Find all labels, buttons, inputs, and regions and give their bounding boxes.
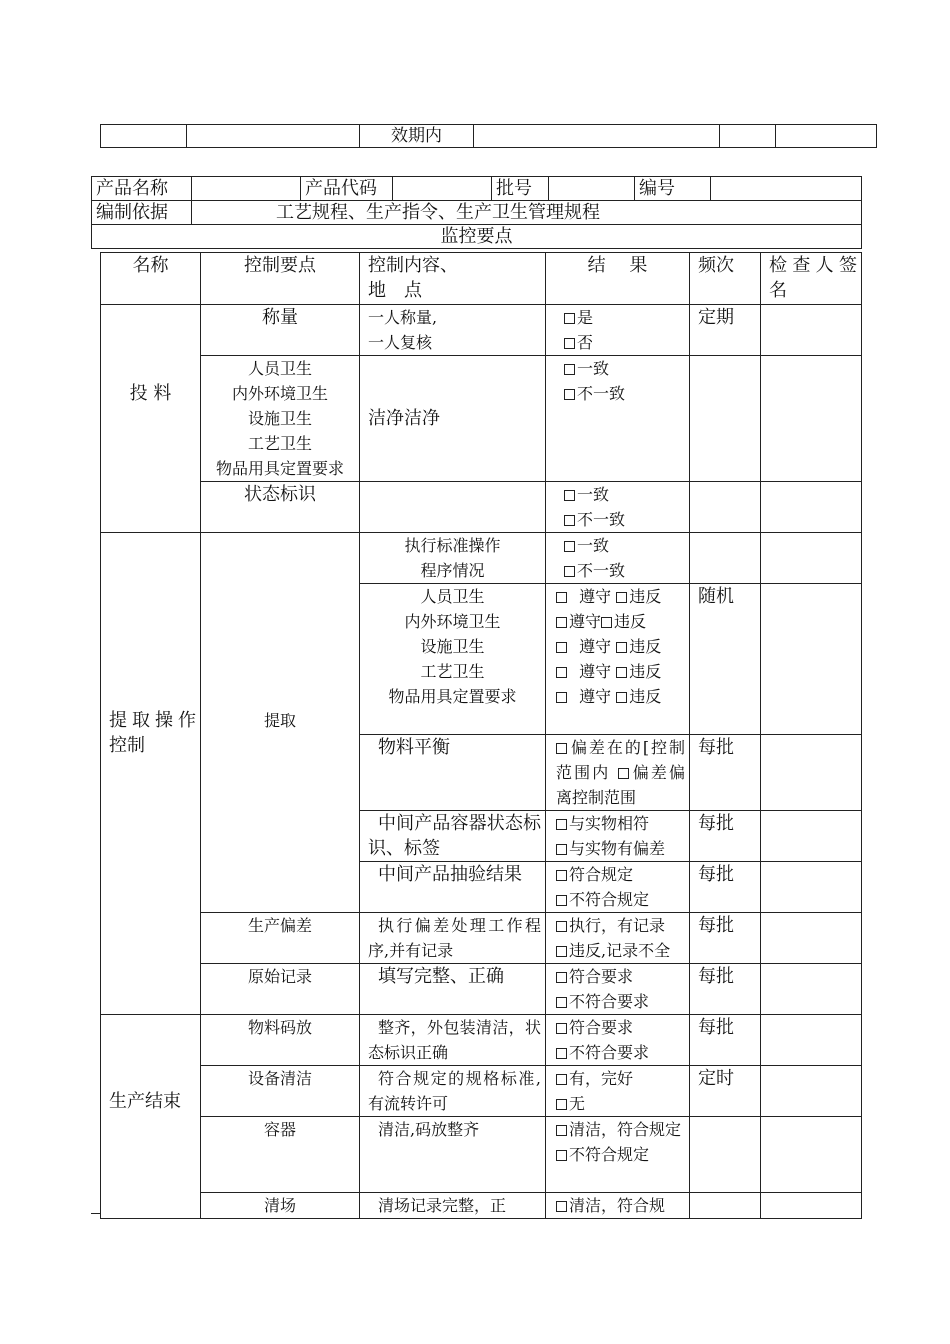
checker-cell[interactable] — [761, 1066, 862, 1117]
freq-sampling: 每批 — [690, 862, 761, 913]
option-label: 符合要求 — [569, 967, 634, 986]
option-label: 清洁，符合规 — [569, 1196, 666, 1215]
content-line: 程序情况 — [420, 561, 485, 580]
result-weighing — [546, 305, 690, 356]
option-label: 与实物有偏差 — [569, 839, 666, 858]
checkbox[interactable] — [618, 768, 629, 779]
checker-cell[interactable] — [761, 1015, 862, 1066]
option-label: 执行，有记录 — [569, 916, 666, 935]
top-strip-cell — [474, 125, 720, 148]
result-equipment-cleaning — [546, 1066, 690, 1117]
point-status-label: 状态标识 — [201, 482, 360, 533]
checkbox[interactable] — [556, 844, 567, 855]
checkbox[interactable] — [556, 921, 567, 932]
point-deviation: 生产偏差 — [201, 913, 360, 964]
checkbox[interactable] — [556, 972, 567, 983]
checkbox[interactable] — [556, 819, 567, 830]
product-code-label: 产品代码 — [301, 177, 393, 201]
content-container-status: 中间产品容器状态标识、标签 — [360, 811, 546, 862]
freq-weighing: 定期 — [690, 305, 761, 356]
checker-cell[interactable] — [761, 305, 862, 356]
checker-cell[interactable] — [761, 584, 862, 735]
result-extraction-hygiene — [546, 584, 690, 735]
option-label: 一致 — [577, 359, 610, 378]
option-label: 不符合要求 — [569, 1043, 650, 1062]
point-line: 工艺卫生 — [247, 434, 312, 453]
header-name: 名称 — [101, 253, 201, 305]
checkbox[interactable] — [556, 1074, 567, 1085]
content-vessel: 清洁,码放整齐 — [360, 1117, 546, 1193]
checkbox[interactable] — [601, 617, 612, 628]
checkbox[interactable] — [564, 338, 575, 349]
checkbox[interactable] — [556, 617, 567, 628]
section-extraction: 提取操作控制 — [101, 533, 201, 1015]
content-line: 一人称量, — [368, 308, 438, 327]
page-edge-mark — [91, 1213, 101, 1214]
option-label: 否 — [577, 333, 594, 352]
option-label: 符合规定 — [569, 865, 634, 884]
checkbox[interactable] — [556, 692, 567, 703]
option-label: 遵守 — [569, 612, 602, 631]
product-name-label: 产品名称 — [92, 177, 192, 201]
section-feeding: 投 料 — [101, 305, 201, 533]
batch-value[interactable] — [549, 177, 635, 201]
checkbox[interactable] — [564, 541, 575, 552]
result-feeding-hygiene — [546, 356, 690, 482]
content-deviation: 执行偏差处理工作程序,并有记录 — [360, 913, 546, 964]
checkbox[interactable] — [564, 364, 575, 375]
checkbox[interactable] — [616, 642, 627, 653]
checkbox[interactable] — [556, 667, 567, 678]
result-status-label — [546, 482, 690, 533]
option-label: 偏差偏离控制范围 — [556, 763, 685, 807]
point-weighing: 称量 — [201, 305, 360, 356]
checkbox[interactable] — [564, 566, 575, 577]
point-line: 设施卫生 — [247, 409, 312, 428]
product-name-value[interactable] — [192, 177, 301, 201]
header-checker: 检查人签名 — [761, 253, 862, 305]
freq-cell — [690, 1193, 761, 1219]
result-clearance — [546, 1193, 690, 1219]
checker-cell[interactable] — [761, 482, 862, 533]
content-line: 一人复核 — [368, 333, 433, 352]
option-label: 违反,记录不全 — [569, 941, 671, 960]
content-equipment-cleaning: 符合规定的规格标准,有流转许可 — [360, 1066, 546, 1117]
freq-cell — [690, 482, 761, 533]
header-result: 结 果 — [546, 253, 690, 305]
content-line: 设施卫生 — [420, 637, 485, 656]
checkbox[interactable] — [556, 870, 567, 881]
content-line: 人员卫生 — [420, 587, 485, 606]
checkbox[interactable] — [556, 895, 567, 906]
result-material-balance — [546, 735, 690, 811]
result-container-status — [546, 811, 690, 862]
point-line: 物品用具定置要求 — [215, 459, 344, 478]
option-label: 违反 — [629, 587, 662, 606]
checkbox[interactable] — [556, 1048, 567, 1059]
checker-cell[interactable] — [761, 811, 862, 862]
option-label: 遵守 — [579, 587, 612, 606]
option-label: 一致 — [577, 485, 610, 504]
content-clearance: 清场记录完整，正 — [360, 1193, 546, 1219]
option-label: 不一致 — [577, 384, 626, 403]
point-vessel: 容器 — [201, 1117, 360, 1193]
option-label: 遵守 — [579, 687, 612, 706]
result-material-stacking — [546, 1015, 690, 1066]
option-label: 违反 — [629, 637, 662, 656]
freq-records: 每批 — [690, 964, 761, 1015]
option-label: 一致 — [577, 536, 610, 555]
content-line: 执行标准操作 — [404, 536, 501, 555]
checker-cell[interactable] — [761, 964, 862, 1015]
checkbox[interactable] — [616, 592, 627, 603]
freq-cell — [690, 1117, 761, 1193]
top-strip-cell — [101, 125, 187, 148]
header-frequency: 频次 — [690, 253, 761, 305]
checkbox[interactable] — [564, 389, 575, 400]
option-label: 遵守 — [579, 662, 612, 681]
point-extraction: 提取 — [201, 533, 360, 913]
checkbox[interactable] — [556, 1150, 567, 1161]
option-label: 违反 — [629, 687, 662, 706]
option-label: 不符合规定 — [569, 890, 650, 909]
option-label: 与实物相符 — [569, 814, 650, 833]
option-label: 是 — [577, 308, 594, 327]
point-feeding-hygiene — [201, 356, 360, 482]
result-sampling — [546, 862, 690, 913]
info-table — [91, 176, 862, 249]
result-records — [546, 964, 690, 1015]
checkbox[interactable] — [564, 490, 575, 501]
point-records: 原始记录 — [201, 964, 360, 1015]
top-strip-cell — [720, 125, 776, 148]
checkbox[interactable] — [556, 1023, 567, 1034]
content-line: 物品用具定置要求 — [388, 687, 517, 706]
freq-material-balance: 每批 — [690, 735, 761, 811]
checkbox[interactable] — [556, 1125, 567, 1136]
header-control-content — [360, 253, 546, 305]
freq-cell — [690, 356, 761, 482]
option-label: 不符合规定 — [569, 1145, 650, 1164]
freq-cell — [690, 533, 761, 584]
point-line: 内外环境卫生 — [231, 384, 328, 403]
result-deviation — [546, 913, 690, 964]
option-label: 违反 — [629, 662, 662, 681]
number-value[interactable] — [711, 177, 862, 201]
content-cell — [360, 482, 546, 533]
option-label: 偏差在的[控制范围内 — [556, 738, 685, 782]
checkbox[interactable] — [564, 313, 575, 324]
checker-cell[interactable] — [761, 533, 862, 584]
checkbox[interactable] — [564, 515, 575, 526]
product-code-value[interactable] — [393, 177, 492, 201]
checkbox[interactable] — [556, 946, 567, 957]
section-title: 监控要点 — [92, 225, 862, 249]
top-strip-cell — [776, 125, 877, 148]
checkbox[interactable] — [616, 692, 627, 703]
point-material-stacking: 物料码放 — [201, 1015, 360, 1066]
content-sop — [360, 533, 546, 584]
content-feeding-hygiene: 洁净洁净 — [360, 356, 546, 482]
freq-material-stacking: 每批 — [690, 1015, 761, 1066]
point-clearance: 清场 — [201, 1193, 360, 1219]
content-sampling: 中间产品抽验结果 — [360, 862, 546, 913]
content-weighing — [360, 305, 546, 356]
header-control-points: 控制要点 — [201, 253, 360, 305]
monitoring-table — [100, 252, 862, 1219]
freq-deviation: 每批 — [690, 913, 761, 964]
checker-cell[interactable] — [761, 913, 862, 964]
top-strip-table — [100, 124, 877, 148]
freq-extraction-hygiene: 随机 — [690, 584, 761, 735]
validity-cell: 效期内 — [360, 125, 474, 148]
checkbox[interactable] — [556, 642, 567, 653]
option-label: 不符合要求 — [569, 992, 650, 1011]
basis-label: 编制依据 — [92, 201, 192, 225]
checkbox[interactable] — [556, 1099, 567, 1110]
checkbox[interactable] — [616, 667, 627, 678]
option-label: 违反 — [614, 612, 647, 631]
freq-equipment-cleaning: 定时 — [690, 1066, 761, 1117]
option-label: 清洁，符合规定 — [569, 1120, 682, 1139]
point-line: 人员卫生 — [247, 359, 312, 378]
option-label: 有，完好 — [569, 1069, 634, 1088]
point-equipment-cleaning: 设备清洁 — [201, 1066, 360, 1117]
checker-cell[interactable] — [761, 735, 862, 811]
checker-cell[interactable] — [761, 356, 862, 482]
basis-text: 工艺规程、生产指令、生产卫生管理规程 — [276, 202, 600, 223]
content-records: 填写完整、正确 — [360, 964, 546, 1015]
option-label: 遵守 — [579, 637, 612, 656]
basis-value — [192, 201, 862, 225]
header-content-line: 控制内容、 — [368, 255, 458, 276]
option-label: 无 — [569, 1094, 586, 1113]
freq-container-status: 每批 — [690, 811, 761, 862]
option-label: 不一致 — [577, 510, 626, 529]
result-sop — [546, 533, 690, 584]
option-label: 不一致 — [577, 561, 626, 580]
checkbox[interactable] — [556, 997, 567, 1008]
section-production-end: 生产结束 — [101, 1015, 201, 1219]
batch-label: 批号 — [492, 177, 549, 201]
checker-cell[interactable] — [761, 1117, 862, 1193]
checker-cell[interactable] — [761, 862, 862, 913]
checkbox[interactable] — [556, 1201, 567, 1212]
checkbox[interactable] — [556, 592, 567, 603]
checker-cell[interactable] — [761, 1193, 862, 1219]
content-line: 内外环境卫生 — [404, 612, 501, 631]
content-line: 工艺卫生 — [420, 662, 485, 681]
option-label: 符合要求 — [569, 1018, 634, 1037]
header-content-line: 地 点 — [368, 280, 422, 301]
number-label: 编号 — [635, 177, 711, 201]
top-strip-cell — [187, 125, 360, 148]
checkbox[interactable] — [556, 743, 567, 754]
content-extraction-hygiene — [360, 584, 546, 735]
content-material-stacking: 整齐，外包装清洁，状态标识正确 — [360, 1015, 546, 1066]
content-material-balance: 物料平衡 — [360, 735, 546, 811]
result-vessel — [546, 1117, 690, 1193]
